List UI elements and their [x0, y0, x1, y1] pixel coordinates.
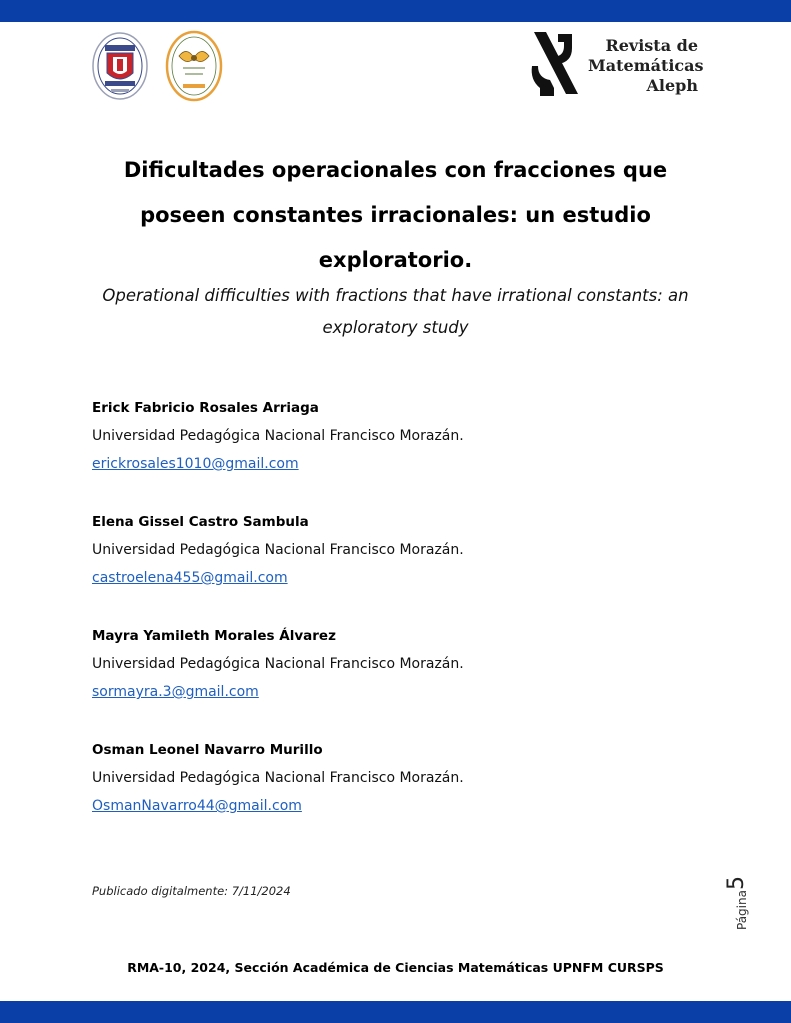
journal-name-line: Revista de [605, 36, 698, 55]
paper-subtitle: Operational difficulties with fractions that have irrational constants: an exploratory study [102, 286, 689, 337]
aleph-logo-icon [528, 28, 584, 100]
author-email-link[interactable]: castroelena455@gmail.com [92, 570, 288, 586]
publication-date: Publicado digitalmente: 7/11/2024 [92, 884, 291, 898]
author-name: Osman Leonel Navarro Murillo [92, 742, 323, 758]
author-affiliation: Universidad Pedagógica Nacional Francisco Morazán. [92, 428, 464, 444]
page-label: Página [735, 890, 749, 930]
footer-citation: RMA-10, 2024, Sección Académica de Ciencias Matemáticas UPNFM CURSPS [127, 960, 664, 975]
author-block [92, 508, 692, 622]
author-block [92, 736, 692, 850]
author-email-link[interactable]: erickrosales1010@gmail.com [92, 456, 299, 472]
journal-name-line: Matemáticas [588, 56, 704, 75]
author-affiliation: Universidad Pedagógica Nacional Francisco Morazán. [92, 656, 464, 672]
journal-name-line: Aleph [646, 76, 698, 95]
paper-title: Dificultades operacionales con fracciones que poseen constantes irracionales: un estudio exploratorio. [123, 158, 668, 272]
top-color-bar [0, 0, 791, 22]
author-affiliation: Universidad Pedagógica Nacional Francisco Morazán. [92, 770, 464, 786]
author-block [92, 622, 692, 736]
author-email-link[interactable]: sormayra.3@gmail.com [92, 684, 259, 700]
university-seal-icon [91, 31, 149, 101]
page-number-value: 5 [724, 876, 749, 891]
author-name: Erick Fabricio Rosales Arriaga [92, 400, 319, 416]
author-name: Mayra Yamileth Morales Álvarez [92, 628, 336, 644]
page-number [724, 858, 764, 930]
author-affiliation: Universidad Pedagógica Nacional Francisco Morazán. [92, 542, 464, 558]
author-block [92, 394, 692, 508]
author-name: Elena Gissel Castro Sambula [92, 514, 309, 530]
author-list [92, 394, 692, 850]
journal-name [588, 36, 704, 96]
bottom-color-bar [0, 1001, 791, 1023]
author-email-link[interactable]: OsmanNavarro44@gmail.com [92, 798, 302, 814]
mathematics-section-seal-icon [165, 30, 223, 102]
